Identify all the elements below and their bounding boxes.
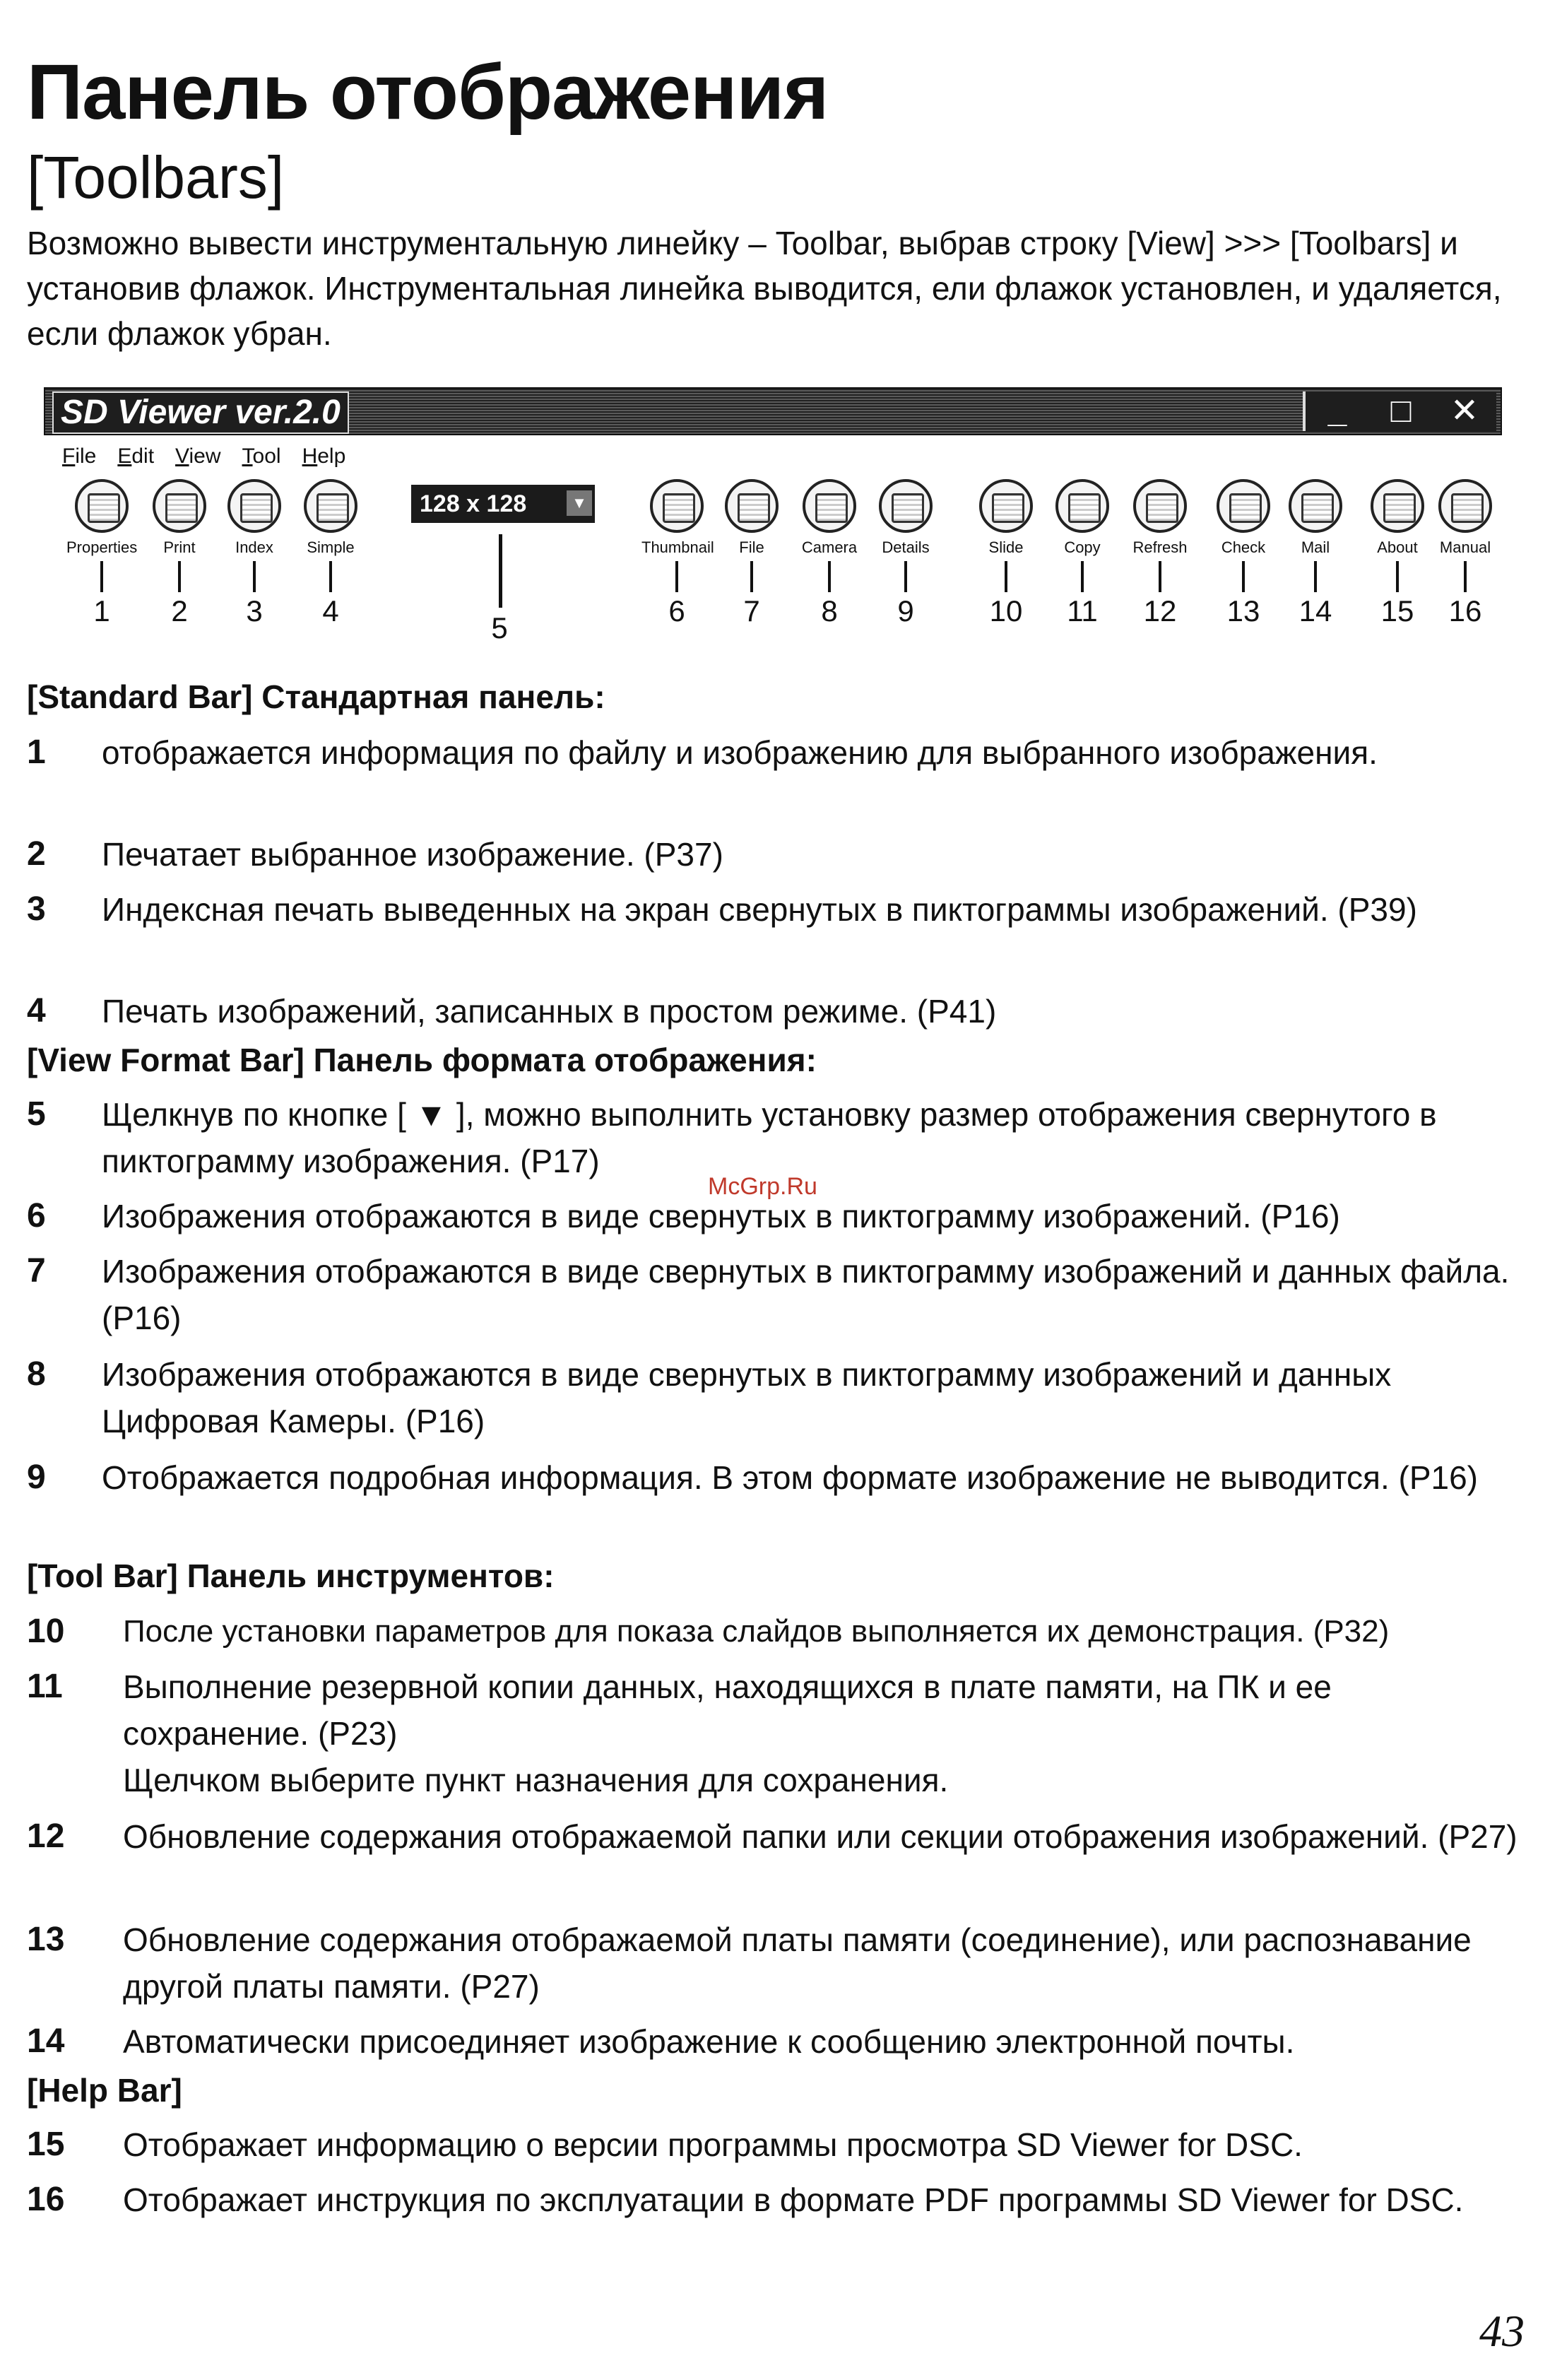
menu-tool[interactable]: Tool bbox=[242, 444, 281, 468]
section-standard-bar: [Standard Bar] Стандартная панель: bbox=[27, 678, 605, 715]
details-icon bbox=[879, 479, 933, 533]
tool-camera[interactable]: Camera 8 bbox=[794, 479, 865, 629]
list-item: 10 После установки параметров для показа слайдов выполняется их демонстрация. (P32) bbox=[27, 1613, 1390, 1650]
list-item: 16 Отображает инструкция по эксплуатации в формате PDF программы SD Viewer for DSC. bbox=[27, 2181, 1464, 2218]
index-icon bbox=[227, 479, 281, 533]
toolbar bbox=[44, 479, 1502, 656]
tool-mail[interactable]: Mail 14 bbox=[1280, 479, 1351, 629]
minimize-button[interactable]: _ bbox=[1327, 392, 1347, 430]
tool-details[interactable]: Details 9 bbox=[870, 479, 941, 629]
menu-edit[interactable]: Edit bbox=[117, 444, 155, 468]
properties-icon bbox=[75, 479, 129, 533]
list-item: 3 Индексная печать выведенных на экран свернутых в пиктограммы изображений. (P39) bbox=[27, 890, 1417, 928]
slide-icon bbox=[979, 479, 1033, 533]
watermark: McGrp.Ru bbox=[708, 1173, 817, 1200]
size-callout-number: 5 bbox=[491, 611, 508, 644]
print-icon bbox=[153, 479, 206, 533]
list-item: 9 Отображается подробная информация. В этом формате изображение не выводится. (P16) bbox=[27, 1459, 1478, 1496]
file-icon bbox=[725, 479, 779, 533]
tool-manual[interactable]: Manual 16 bbox=[1430, 479, 1501, 629]
manual-icon bbox=[1438, 479, 1492, 533]
simple-icon bbox=[304, 479, 357, 533]
list-item: 8 Изображения отображаются в виде свернутых в пиктограмму изображений и данных Цифровая Камеры. (P16) bbox=[27, 1355, 1392, 1439]
refresh-icon bbox=[1133, 479, 1187, 533]
page-number: 43 bbox=[1479, 2306, 1525, 2356]
page-title: Панель отображения bbox=[27, 49, 829, 136]
tool-properties[interactable]: Properties 1 bbox=[66, 479, 137, 629]
tool-check[interactable]: Check 13 bbox=[1208, 479, 1279, 629]
tool-simple[interactable]: Simple 4 bbox=[295, 479, 366, 629]
window-controls bbox=[1303, 391, 1496, 431]
tool-index[interactable]: Index 3 bbox=[219, 479, 290, 629]
list-item: 5 Щелкнув по кнопке [ ▼ ], можно выполнить установку размер отображения свернутого в пиктограмму изображения. (P17) bbox=[27, 1095, 1437, 1179]
tool-copy[interactable]: Copy 11 bbox=[1047, 479, 1118, 629]
chevron-down-icon[interactable]: ▼ bbox=[567, 490, 592, 516]
list-item: 4 Печать изображений, записанных в простом режиме. (P41) bbox=[27, 992, 997, 1030]
copy-icon bbox=[1055, 479, 1109, 533]
app-title: SD Viewer ver.2.0 bbox=[52, 391, 349, 434]
list-item: 1 отображается информация по файлу и изображению для выбранного изображения. bbox=[27, 734, 1378, 771]
list-item: 11 Выполнение резервной копии данных, находящихся в плате памяти, на ПК и ее сохранение. (P23) Щелчком выберите пункт назначения для сохранения. bbox=[27, 1668, 1332, 1798]
list-item: 14 Автоматически присоединяет изображение к сообщению электронной почты. bbox=[27, 2022, 1295, 2060]
thumbnail-size-select[interactable]: 128 x 128 ▼ bbox=[411, 485, 595, 523]
page-subtitle: [Toolbars] bbox=[27, 144, 285, 211]
tool-about[interactable]: About 15 bbox=[1362, 479, 1433, 629]
app-window bbox=[44, 387, 1502, 656]
menu-view[interactable]: View bbox=[175, 444, 221, 468]
tool-refresh[interactable]: Refresh 12 bbox=[1125, 479, 1195, 629]
section-view-format-bar: [View Format Bar] Панель формата отображения: bbox=[27, 1042, 817, 1078]
list-item: 7 Изображения отображаются в виде свернутых в пиктограмму изображений и данных файла. (P16) bbox=[27, 1252, 1510, 1336]
tool-file[interactable]: File 7 bbox=[716, 479, 787, 629]
section-tool-bar: [Tool Bar] Панель инструментов: bbox=[27, 1557, 555, 1594]
list-item: 13 Обновление содержания отображаемой платы памяти (соединение), или распознавание другой платы памяти. (P27) bbox=[27, 1921, 1472, 2005]
menu-file[interactable]: File bbox=[62, 444, 97, 468]
check-icon bbox=[1217, 479, 1270, 533]
close-button[interactable]: ✕ bbox=[1450, 392, 1479, 430]
thumbnail-icon bbox=[650, 479, 704, 533]
mail-icon bbox=[1289, 479, 1342, 533]
maximize-button[interactable]: □ bbox=[1390, 392, 1412, 430]
tool-print[interactable]: Print 2 bbox=[144, 479, 215, 629]
about-icon bbox=[1371, 479, 1424, 533]
list-item: 2 Печатает выбранное изображение. (P37) bbox=[27, 835, 723, 873]
list-item: 15 Отображает информацию о версии программы просмотра SD Viewer for DSC. bbox=[27, 2126, 1303, 2163]
menu-bar bbox=[62, 440, 345, 473]
list-item: 12 Обновление содержания отображаемой папки или секции отображения изображений. (P27) bbox=[27, 1818, 1518, 1855]
intro-paragraph: Возможно вывести инструментальную линейку – Toolbar, выбрав строку [View] >>> [Toolbars] и установив флажок. Инструментальная линейка выводится, ели флажок установлен, и удаляется, если флажок убран. bbox=[27, 225, 1502, 352]
title-bar bbox=[44, 387, 1502, 435]
section-help-bar: [Help Bar] bbox=[27, 2072, 182, 2109]
tool-slide[interactable]: Slide 10 bbox=[971, 479, 1041, 629]
tool-thumbnail[interactable]: Thumbnail 6 bbox=[641, 479, 712, 629]
list-item: 6 Изображения отображаются в виде свернутых в пиктограмму изображений. (P16) bbox=[27, 1197, 1340, 1235]
camera-icon bbox=[803, 479, 856, 533]
menu-help[interactable]: Help bbox=[302, 444, 346, 468]
